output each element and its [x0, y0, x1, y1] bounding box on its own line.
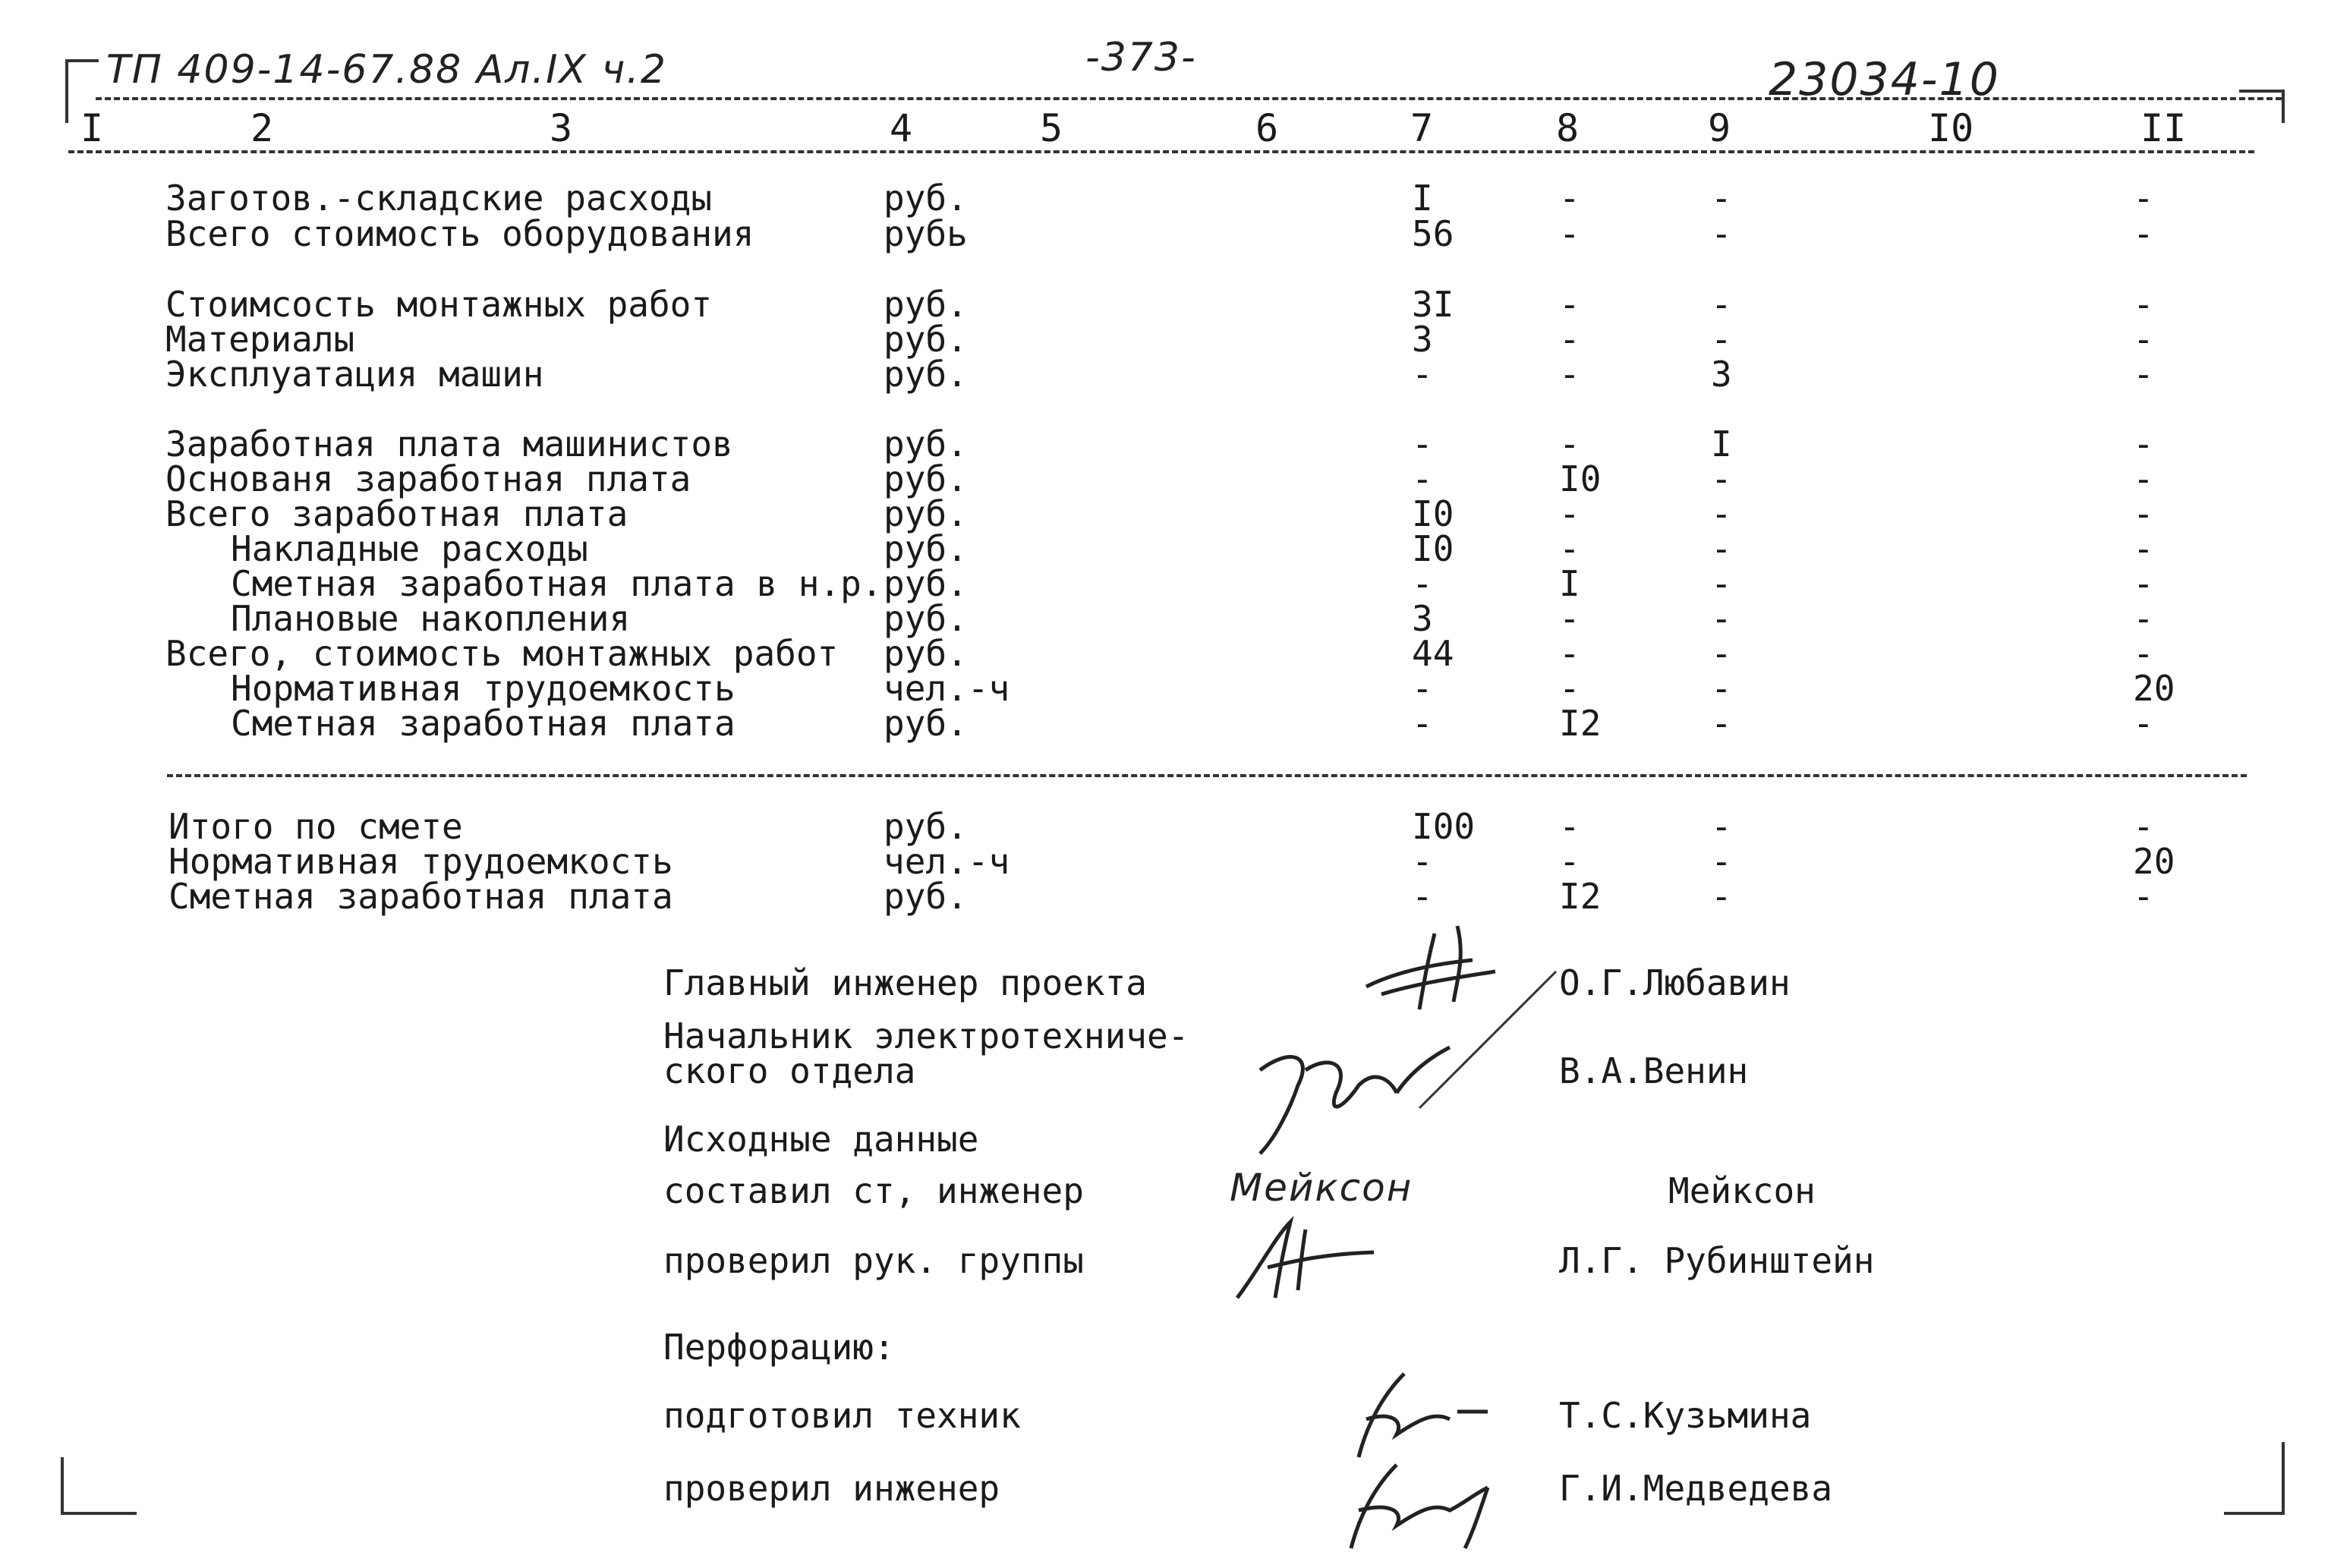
- row-unit: чел.-ч: [884, 841, 1010, 882]
- col-6: 6: [1255, 106, 1279, 150]
- row-unit: руб.: [884, 876, 968, 917]
- row-label: Итого по смете: [169, 806, 463, 847]
- row-col8: I2: [1559, 703, 1602, 744]
- row-label: Нормативная трудоемкость: [169, 841, 673, 882]
- row-col11: -: [2133, 178, 2154, 219]
- row-col7: 44: [1412, 633, 1454, 674]
- col-2: 2: [250, 106, 274, 150]
- row-label: Материалы: [165, 319, 355, 360]
- row-col7: 56: [1412, 213, 1454, 254]
- row-col11: -: [2133, 876, 2154, 917]
- row-col7: -: [1412, 458, 1433, 499]
- row-col9: -: [1711, 876, 1732, 917]
- row-col8: -: [1559, 841, 1580, 882]
- frame-corner-bottom-right: [2224, 1442, 2285, 1515]
- row-col7: 3: [1412, 598, 1433, 639]
- row-unit: руб.: [884, 423, 968, 464]
- compiled-by-name: Мейксон: [1668, 1170, 1816, 1211]
- row-col11: -: [2133, 423, 2154, 464]
- col-10: I0: [1928, 106, 1974, 150]
- row-unit: руб.: [884, 178, 968, 219]
- row-col7: -: [1412, 876, 1433, 917]
- row-col11: 20: [2133, 841, 2175, 882]
- row-col11: -: [2133, 493, 2154, 534]
- row-unit: руб.: [884, 563, 968, 604]
- row-col7: -: [1412, 423, 1433, 464]
- row-label: Сметная заработная плата: [169, 876, 673, 917]
- row-col11: -: [2133, 284, 2154, 325]
- row-col9: -: [1711, 213, 1732, 254]
- row-col11: -: [2133, 633, 2154, 674]
- row-col7: -: [1412, 563, 1433, 604]
- row-unit: руб.: [884, 703, 968, 744]
- dept-head-name: В.А.Венин: [1559, 1050, 1749, 1091]
- row-unit: руб.: [884, 806, 968, 847]
- row-col9: -: [1711, 319, 1732, 360]
- row-label: Всего заработная плата: [165, 493, 628, 534]
- row-col9: -: [1711, 284, 1732, 325]
- row-col11: -: [2133, 213, 2154, 254]
- totals-separator: [167, 774, 2247, 777]
- row-col9: I: [1711, 423, 1732, 464]
- row-col8: -: [1559, 493, 1580, 534]
- row-col11: -: [2133, 563, 2154, 604]
- prepared-by-signature: [1336, 1359, 1518, 1465]
- checked-group-signature: [1222, 1207, 1389, 1305]
- row-label: Всего, стоимость монтажных работ: [165, 633, 839, 674]
- row-unit: рубь: [884, 213, 968, 254]
- prepared-by-role: подготовил техник: [663, 1395, 1021, 1436]
- col-3: 3: [550, 106, 573, 150]
- row-unit: руб.: [884, 319, 968, 360]
- row-col9: -: [1711, 563, 1732, 604]
- col-5: 5: [1040, 106, 1063, 150]
- checked-group-name: Л.Г. Рубинштейн: [1559, 1240, 1875, 1281]
- source-data-heading: Исходные данные: [663, 1119, 979, 1160]
- chief-engineer-name: О.Г.Любавин: [1559, 962, 1791, 1003]
- checked-engineer-role: проверил инженер: [663, 1468, 1000, 1509]
- row-col11: -: [2133, 703, 2154, 744]
- row-col8: I0: [1559, 458, 1602, 499]
- row-col8: -: [1559, 319, 1580, 360]
- row-label: Стоимсость монтажных работ: [165, 284, 713, 325]
- doc-code: ТП 409-14-67.88 Ал.IX ч.2: [106, 47, 667, 93]
- row-label: Основаня заработная плата: [165, 458, 691, 499]
- header-rule-top: [96, 97, 2282, 100]
- row-col8: -: [1559, 633, 1580, 674]
- row-label: Всего стоимость оборудования: [165, 213, 754, 254]
- row-col8: -: [1559, 213, 1580, 254]
- col-7: 7: [1410, 106, 1434, 150]
- row-col8: -: [1559, 598, 1580, 639]
- frame-corner-top-right: [2239, 90, 2285, 123]
- row-col9: -: [1711, 806, 1732, 847]
- row-col7: 3I: [1412, 284, 1454, 325]
- row-col7: I0: [1412, 528, 1454, 569]
- col-9: 9: [1708, 106, 1731, 150]
- row-col8: -: [1559, 668, 1580, 709]
- row-col11: -: [2133, 598, 2154, 639]
- row-col11: -: [2133, 806, 2154, 847]
- row-label: Эксплуатация машин: [165, 354, 544, 395]
- row-col9: -: [1711, 668, 1732, 709]
- row-col7: I00: [1412, 806, 1476, 847]
- row-col9: 3: [1711, 354, 1732, 395]
- row-label: Заготов.-складские расходы: [165, 178, 713, 219]
- frame-corner-bottom-left: [61, 1457, 137, 1515]
- row-unit: руб.: [884, 633, 968, 674]
- row-col7: 3: [1412, 319, 1433, 360]
- chief-engineer-role: Главный инженер проекта: [663, 962, 1147, 1003]
- row-col11: -: [2133, 458, 2154, 499]
- dept-head-signature: [1245, 1025, 1457, 1161]
- row-label: Сметная заработная плата: [231, 703, 736, 744]
- row-unit: руб.: [884, 598, 968, 639]
- row-label: Заработная плата машинистов: [165, 423, 733, 464]
- col-11: II: [2140, 106, 2187, 150]
- dept-head-role-line2: ского отдела: [663, 1050, 916, 1091]
- row-col9: -: [1711, 493, 1732, 534]
- row-label: Нормативная трудоемкость: [231, 668, 736, 709]
- row-label: Накладные расходы: [231, 528, 588, 569]
- row-col7: -: [1412, 703, 1433, 744]
- row-col8: -: [1559, 423, 1580, 464]
- row-col11: -: [2133, 319, 2154, 360]
- row-unit: руб.: [884, 528, 968, 569]
- row-col7: I0: [1412, 493, 1454, 534]
- row-label: Плановые накопления: [231, 598, 631, 639]
- row-col11: 20: [2133, 668, 2175, 709]
- dept-head-role-line1: Начальник электротехниче-: [663, 1015, 1189, 1056]
- page-number: -373-: [1085, 35, 1197, 80]
- compiled-by-signature: Мейксон: [1230, 1166, 1413, 1210]
- row-col8: -: [1559, 354, 1580, 395]
- row-col7: -: [1412, 841, 1433, 882]
- inventory-number: 23034-10: [1769, 53, 2000, 106]
- perforation-heading: Перфорацию:: [663, 1327, 895, 1368]
- row-col8: I: [1559, 563, 1580, 604]
- row-col7: I: [1412, 178, 1433, 219]
- compiled-by-role: составил ст, инженер: [663, 1170, 1084, 1211]
- row-unit: руб.: [884, 284, 968, 325]
- row-col8: -: [1559, 806, 1580, 847]
- checked-engineer-name: Г.И.Медведева: [1559, 1468, 1833, 1509]
- row-col9: -: [1711, 703, 1732, 744]
- row-col9: -: [1711, 178, 1732, 219]
- prepared-by-name: Т.С.Кузьмина: [1559, 1395, 1812, 1436]
- col-1: I: [80, 106, 104, 150]
- row-col9: -: [1711, 633, 1732, 674]
- row-col7: -: [1412, 354, 1433, 395]
- row-unit: руб.: [884, 493, 968, 534]
- row-label: Сметная заработная плата в н.р.: [231, 563, 883, 604]
- header-rule-bottom: [68, 150, 2254, 153]
- row-col9: -: [1711, 528, 1732, 569]
- row-col7: -: [1412, 668, 1433, 709]
- row-col8: I2: [1559, 876, 1602, 917]
- col-8: 8: [1556, 106, 1580, 150]
- row-col9: -: [1711, 458, 1732, 499]
- row-col11: -: [2133, 528, 2154, 569]
- row-unit: руб.: [884, 458, 968, 499]
- row-col9: -: [1711, 598, 1732, 639]
- row-col11: -: [2133, 354, 2154, 395]
- row-col8: -: [1559, 284, 1580, 325]
- row-unit: руб.: [884, 354, 968, 395]
- checked-engineer-signature: [1336, 1450, 1533, 1556]
- checked-group-role: проверил рук. группы: [663, 1240, 1084, 1281]
- row-col8: -: [1559, 528, 1580, 569]
- col-4: 4: [890, 106, 913, 150]
- row-unit: чел.-ч: [884, 668, 1010, 709]
- row-col9: -: [1711, 841, 1732, 882]
- row-col8: -: [1559, 178, 1580, 219]
